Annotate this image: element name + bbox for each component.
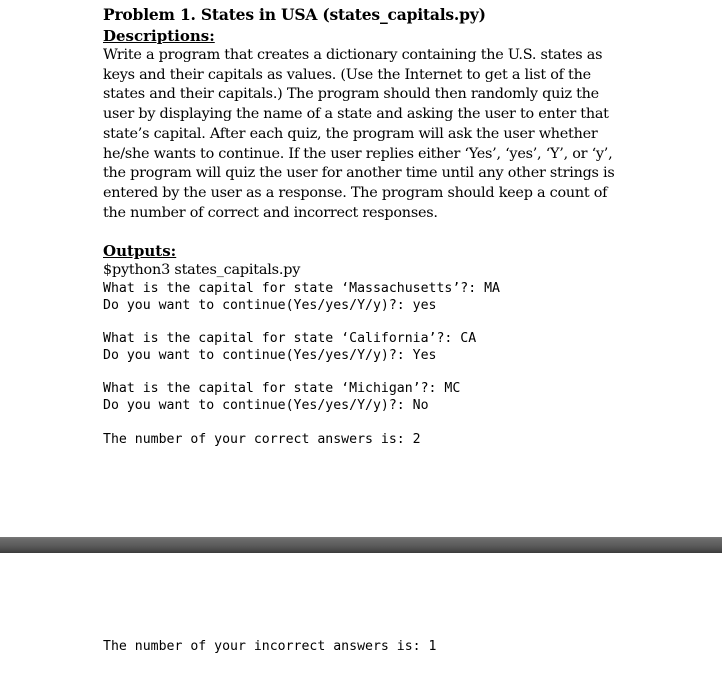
document-page-bottom bbox=[0, 553, 722, 678]
correct-answers-line: The number of your correct answers is: 2 bbox=[103, 432, 421, 448]
output-question-line: What is the capital for state ‘Massachusetts’?: MA bbox=[103, 281, 500, 297]
output-continue-line: Do you want to continue(Yes/yes/Y/y)?: yes bbox=[103, 298, 437, 314]
incorrect-answers-line: The number of your incorrect answers is: 1 bbox=[103, 639, 437, 654]
description-line: states and their capitals.) The program should then randomly quiz the bbox=[103, 86, 599, 103]
spacer bbox=[103, 414, 715, 431]
description-line: state’s capital. After each quiz, the program will ask the user whether bbox=[103, 125, 598, 142]
description-line: user by displaying the name of a state and asking the user to enter that bbox=[103, 106, 609, 123]
description-paragraph bbox=[103, 46, 715, 223]
output-block-michigan bbox=[103, 380, 715, 414]
spacer bbox=[103, 364, 715, 380]
spacer bbox=[103, 314, 715, 330]
output-continue-line: Do you want to continue(Yes/yes/Y/y)?: No bbox=[103, 398, 429, 414]
description-line: Write a program that creates a dictionary containing the U.S. states as bbox=[103, 47, 603, 63]
output-question-line: What is the capital for state ‘Michigan’?: MC bbox=[103, 381, 461, 397]
problem-title: Problem 1. States in USA (states_capitals.py) bbox=[103, 5, 486, 24]
outputs-heading: Outputs: bbox=[103, 242, 177, 261]
output-block-california bbox=[103, 330, 715, 364]
page-break-divider bbox=[0, 537, 722, 553]
output-continue-line: Do you want to continue(Yes/yes/Y/y)?: Yes bbox=[103, 348, 437, 364]
description-line: the program will quiz the user for another time until any other strings is bbox=[103, 165, 615, 182]
descriptions-heading: Descriptions: bbox=[103, 27, 215, 45]
output-block-massachusetts bbox=[103, 280, 715, 314]
command-line: $python3 states_capitals.py bbox=[103, 262, 301, 279]
description-line: entered by the user as a response. The program should keep a count of bbox=[103, 184, 608, 201]
description-line: he/she wants to continue. If the user replies either ‘Yes’, ‘yes’, ‘Y’, or ‘y’, bbox=[103, 145, 613, 162]
output-question-line: What is the capital for state ‘California’?: CA bbox=[103, 331, 477, 347]
description-line: keys and their capitals as values. (Use the Internet to get a list of the bbox=[103, 66, 591, 83]
problem-content bbox=[103, 4, 715, 448]
description-line: the number of correct and incorrect responses. bbox=[103, 204, 438, 221]
